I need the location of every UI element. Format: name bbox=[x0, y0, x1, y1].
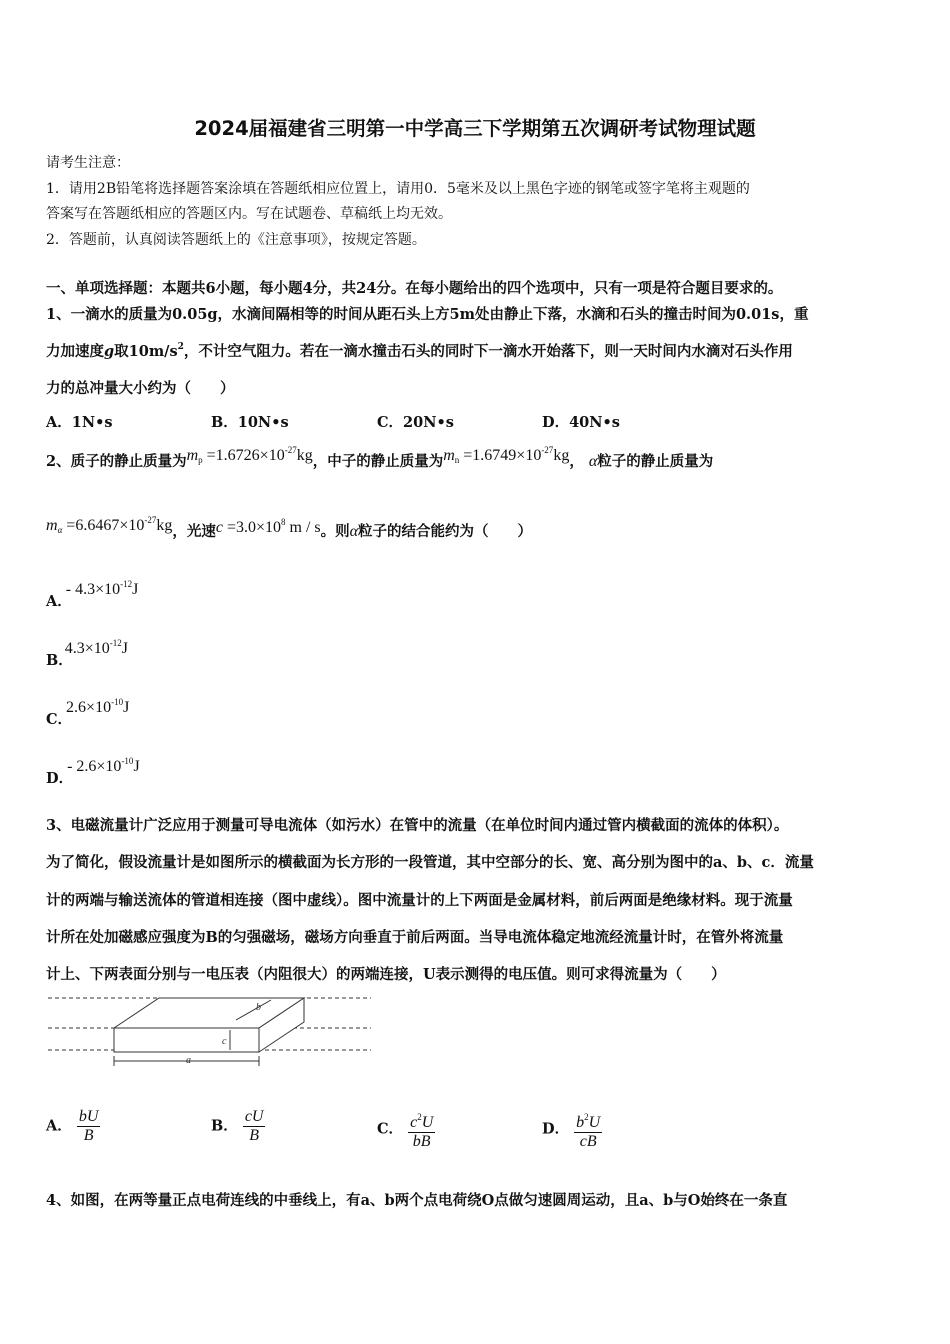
q3-option-c[interactable]: C． $\frac{c^2U}{bB}$ bbox=[377, 1108, 435, 1151]
q1-option-d[interactable]: D．40N•s bbox=[542, 414, 620, 431]
notice-item-2: 2．答题前，认真阅读答题纸上的《注意事项》，按规定答题。 bbox=[46, 232, 426, 248]
label-b: b bbox=[256, 1002, 261, 1013]
q1-line-1: 1、一滴水的质量为0.05g，水滴间隔相等的时间从距石头上方5m处由静止下落，水滴和石头的撞击时间为0.01s，重 bbox=[46, 306, 809, 323]
notice-heading: 请考生注意： bbox=[46, 155, 130, 171]
q1-option-b[interactable]: B．10N•s bbox=[211, 414, 289, 431]
mass-alpha: $m_\alpha =6.6467\times 10^{-27}kg$ bbox=[46, 515, 173, 535]
q3-line-5: 计上、下两表面分别与一电压表（内阻很大）的两端连接，U表示测得的电压值。则可求得流量为（ ） bbox=[46, 966, 726, 983]
q2-option-d[interactable]: D．- $2.6\times 10^{-10}J$ bbox=[46, 756, 140, 787]
q2-line-1: 2、质子的静止质量为$m_p =1.6726\times 10^{-27}kg$，中子的静止质量为$m_n =1.6749\times 10^{-27}kg$， α粒子的静止质量为 bbox=[46, 445, 714, 470]
box-front-face bbox=[114, 1028, 259, 1052]
flowmeter-diagram bbox=[46, 990, 376, 1070]
q3-line-2: 为了简化，假设流量计是如图所示的横截面为长方形的一段管道，其中空部分的长、宽、高分别为图中的a、b、c．流量 bbox=[46, 854, 814, 871]
q2-option-b[interactable]: B．$4.3\times 10^{-12}J$ bbox=[46, 638, 129, 669]
alpha-symbol: α bbox=[588, 453, 598, 470]
mass-proton: $m_p =1.6726\times 10^{-27}kg$ bbox=[186, 445, 313, 465]
q2-option-c[interactable]: C．$2.6\times 10^{-10}J$ bbox=[46, 697, 130, 728]
label-c: c bbox=[222, 1036, 227, 1047]
q1-option-a[interactable]: A．1N•s bbox=[46, 414, 113, 431]
q1-line-3: 力的总冲量大小约为（ ） bbox=[46, 380, 235, 397]
mass-neutron: $m_n =1.6749\times 10^{-27}kg$ bbox=[443, 445, 570, 465]
q2-option-a[interactable]: A．- $4.3\times 10^{-12}J$ bbox=[46, 579, 139, 610]
q1-g-symbol: g bbox=[104, 343, 115, 360]
q3-option-a[interactable]: A． $\frac{bU}{B}$ bbox=[46, 1108, 99, 1144]
q1-line-2: 力加速度g取$10m/s^2$，不计空气阻力。若在一滴水撞击石头的同时下一滴水开始落下，则一天时间内水滴对石头作用 bbox=[46, 342, 793, 360]
q3-option-b[interactable]: B． $\frac{cU}{B}$ bbox=[211, 1108, 264, 1144]
q2-line-2: $m_\alpha =6.6467\times 10^{-27}kg$，光速$c =3.0\times 10^8$ m / s。则α粒子的结合能约为（ ） bbox=[46, 515, 533, 540]
alpha-symbol-2: α bbox=[349, 523, 359, 540]
notice-item-1b: 答案写在答题纸相应的答题区内。写在试题卷、草稿纸上均无效。 bbox=[46, 206, 452, 222]
q3-option-d[interactable]: D． $\frac{b^2U}{cB}$ bbox=[542, 1108, 602, 1151]
page-title: 2024届福建省三明第一中学高三下学期第五次调研考试物理试题 bbox=[194, 117, 756, 140]
speed-of-light: $c =3.0\times 10^8$ m / s bbox=[215, 517, 321, 536]
label-a: a bbox=[186, 1055, 191, 1066]
q1-option-c[interactable]: C．20N•s bbox=[377, 414, 454, 431]
section-heading: 一、单项选择题：本题共6小题，每小题4分，共24分。在每小题给出的四个选项中，只有一项是符合题目要求的。 bbox=[46, 280, 783, 297]
q4-line-1: 4、如图，在两等量正点电荷连线的中垂线上，有a、b两个点电荷绕O点做匀速圆周运动，且a、b与O始终在一条直 bbox=[46, 1192, 788, 1209]
q3-line-1: 3、电磁流量计广泛应用于测量可导电流体（如污水）在管中的流量（在单位时间内通过管内横截面的流体的体积）。 bbox=[46, 817, 789, 834]
notice-item-1a: 1．请用2B铅笔将选择题答案涂填在答题纸相应位置上，请用0．5毫米及以上黑色字迹的钢笔或签字笔将主观题的 bbox=[46, 181, 750, 197]
q3-line-4: 计所在处加磁感应强度为B的匀强磁场，磁场方向垂直于前后两面。当导电流体稳定地流经流量计时，在管外将流量 bbox=[46, 929, 784, 946]
q3-line-3: 计的两端与输送流体的管道相连接（图中虚线）。图中流量计的上下两面是金属材料，前后两面是绝缘材料。现于流量 bbox=[46, 892, 793, 909]
